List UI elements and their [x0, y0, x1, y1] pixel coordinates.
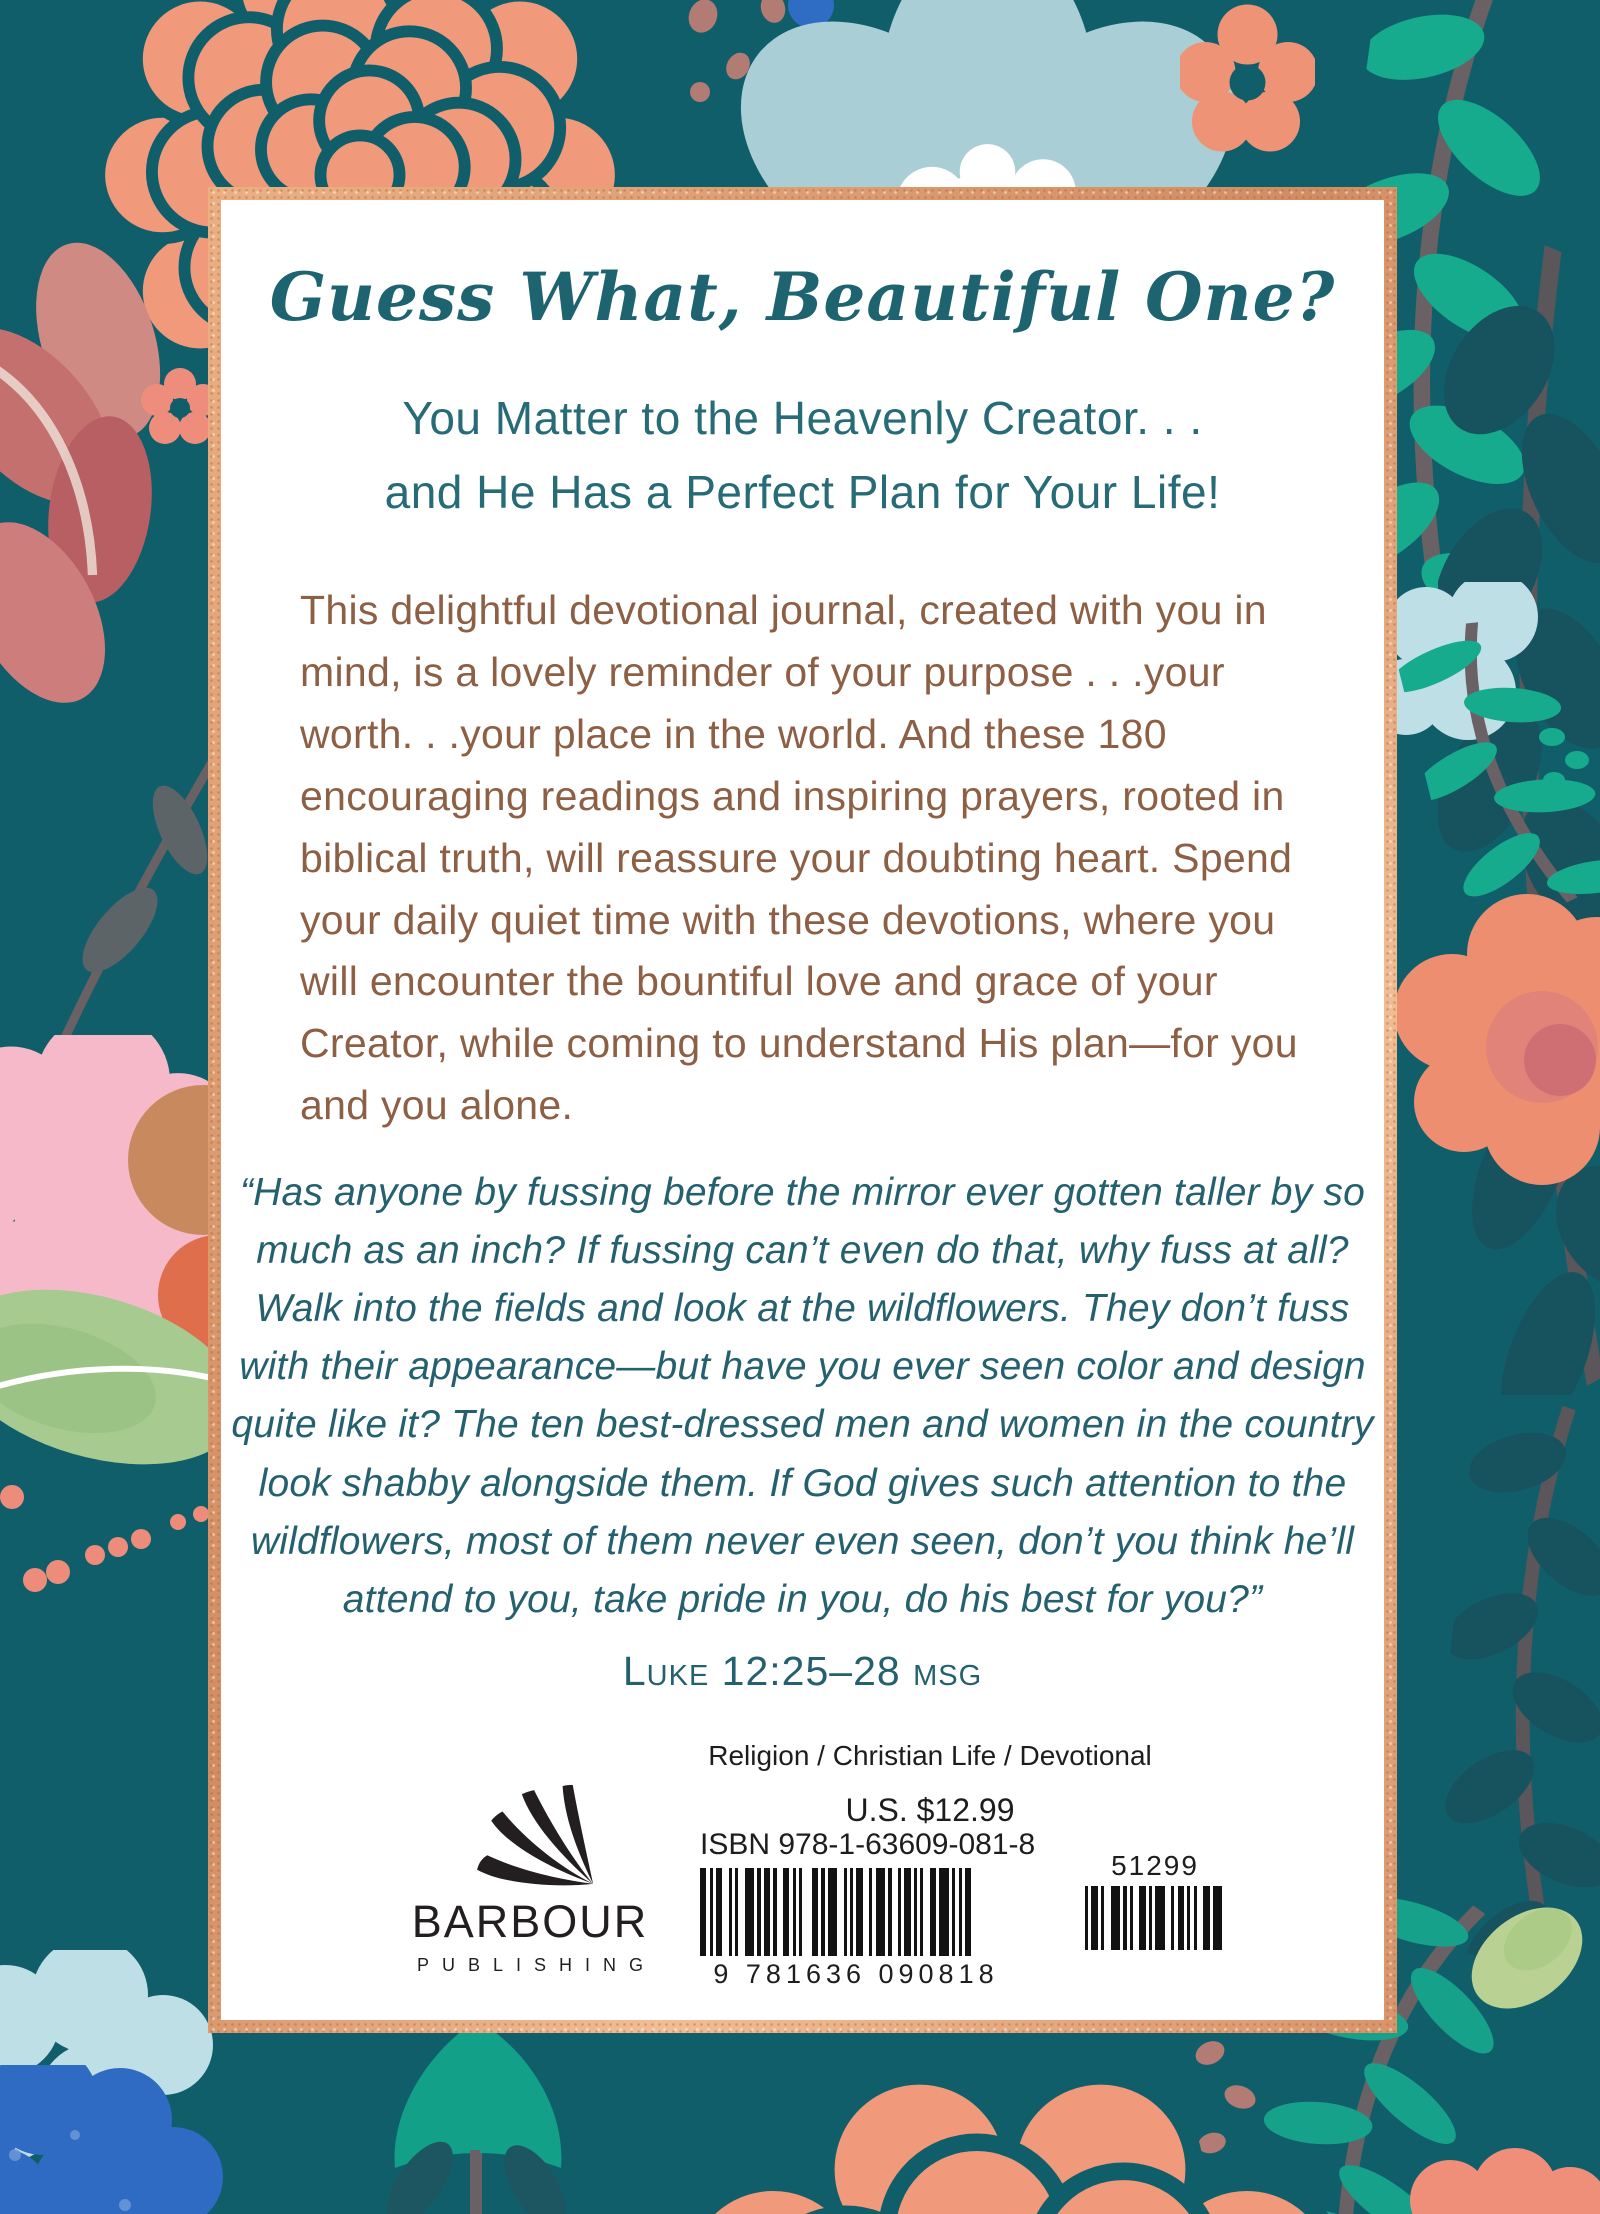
price-code-block: [1085, 1850, 1225, 1950]
text-panel: [208, 187, 1397, 2033]
price-line: U.S. $12.99: [845, 1792, 1015, 1828]
royal-blue-flower-bottom: [0, 2065, 295, 2214]
coral-mum-bottom: [610, 2048, 1410, 2214]
page-title: Guess What, Beautiful One?: [269, 258, 1336, 336]
isbn-barcode: [700, 1868, 1012, 1956]
price-code: 51299: [1111, 1850, 1199, 1881]
subtitle: [221, 382, 1384, 529]
publisher-tagline: PUBLISHING: [416, 1955, 657, 1975]
green-dots-right: [1532, 722, 1600, 792]
scripture-quote: “Has anyone by fussing before the mirror ever gotten taller by so much as an inch? If fussing can’t even do that, why fuss at all? Walk into the fields and look at the wildflowers. They don’t fuss with their appearance—but have you ever seen color and design quite like it? The ten best-dressed men and women in the country look shabby alongside them. If God gives such attention to the wildflowers, most of them never even seen, don’t you think he’ll attend to you, take pride in you, do his best for you?”: [231, 1171, 1374, 1621]
scripture-reference: Luke 12:25–28 msg: [622, 1648, 983, 1694]
barbour-book-icon: [455, 1782, 605, 1894]
tulip-stem: [470, 2150, 480, 2214]
price-barcode: [1085, 1886, 1225, 1950]
text-panel-inner: [221, 200, 1384, 2020]
publisher-name: BARBOUR: [411, 1896, 649, 1947]
publisher-logo: [380, 1782, 680, 1976]
subtitle-line2: and He Has a Perfect Plan for Your Life!: [384, 465, 1221, 518]
description-paragraph: This delightful devotional journal, created with you in mind, is a lovely reminder of your purpose . . .your worth. . .your place in the world. And these 180 encouraging readings and inspiring prayers, rooted in biblical truth, will reassure your doubting heart. Spend your daily quiet time with these devotions, where you will encounter the bountiful love and grace of your Creator, while coming to understand His plan—for you and you alone.: [300, 587, 1298, 1129]
isbn-block: [700, 1828, 1036, 1990]
coral-flower-right: [1392, 892, 1600, 1192]
subtitle-line1: You Matter to the Heavenly Creator. . .: [402, 392, 1203, 444]
dark-sprig-right-lower: [1419, 1392, 1600, 1968]
isbn-label: ISBN 978-1-63609-081-8: [700, 1828, 1036, 1861]
category-line: Religion / Christian Life / Devotional: [708, 1740, 1152, 1771]
coral-flower-top-right: [1180, 2, 1315, 157]
coral-bloom-bottom-right: [1400, 2145, 1600, 2214]
isbn-digits: 9 781636 090818: [713, 1959, 999, 1989]
